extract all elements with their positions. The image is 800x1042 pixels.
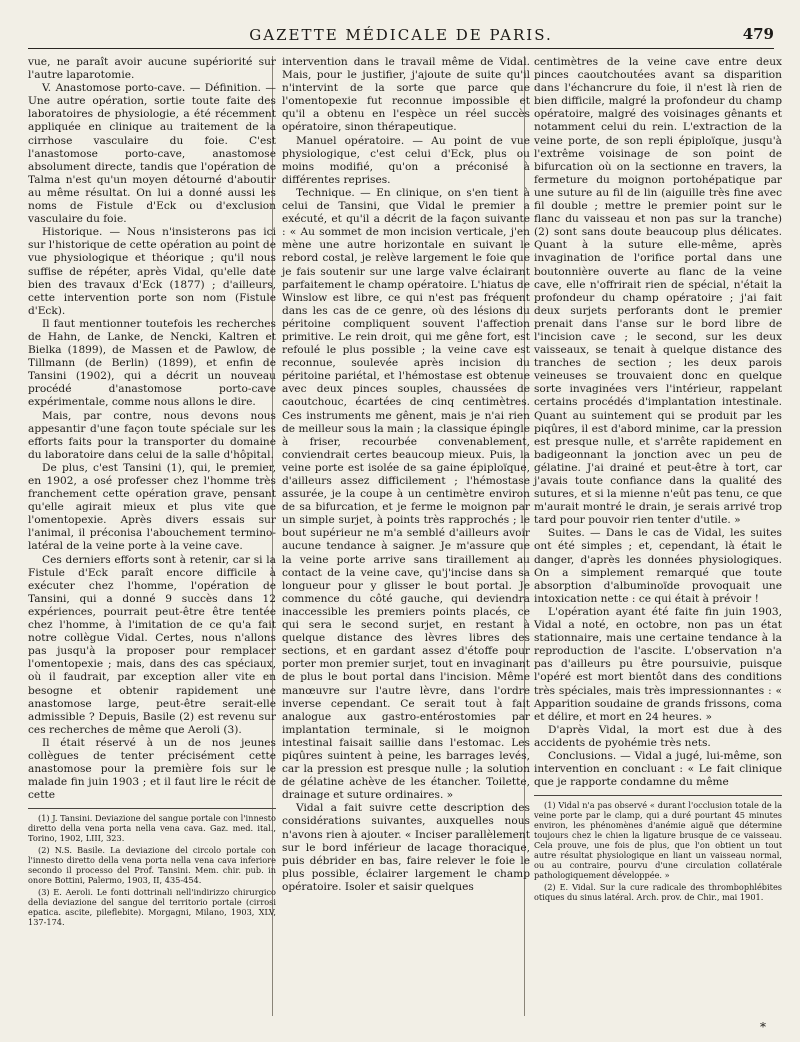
footnote: (2) N.S. Basile. La deviazione del circolo portale con l'innesto diretto della vena porta nella vena cava inferiore secondo il processo del Prof. Tansini. Mem. chir. pub. in onore Bottini, Palermo, 1903, II, 435-454.	[28, 845, 276, 886]
footnote: (3) E. Aeroli. Le fonti dottrinali nell'indirizzo chirurgico della deviazione del sangue del territorio portale (cirrosi epatica. ascite, pileflebite). Morgagni, Milano, 1903, XLV, 137-174.	[28, 887, 276, 928]
paragraph: Technique. — En clinique, on s'en tient à celui de Tansini, que Vidal le premier a exécuté, et qu'il a décrit de la façon suivante : « Au sommet de mon incision verticale, j'en mène une autre horizontale en suivant le rebord costal, je relève largement le foie que je fais soutenir sur une large valve éclairant parfaitement le champ opératoire. L'hiatus de Winslow est libre, ce qui n'est pas fréquent dans les cas de ce genre, où des lésions du péritoine compliquent souvent l'affection primitive. Le rein droit, qui me gêne fort, est refoulé le plus possible ; la veine cave est reconnue, soulevée après incision du péritoine pariétal, et l'hémostase est obtenue avec deux pinces souples, chaussées de caoutchouc, écartées de cinq centimètres. Ces instruments me gênent, mais je n'ai rien de meilleur sous la main ; la classique épingle à friser, recourbée convenablement, conviendrait certes beaucoup mieux. Puis, la veine porte est isolée de sa gaine épiploïque, d'ailleurs assez difficilement ; l'hémostase assurée, je la coupe à un centimètre environ de sa bifurcation, et je ferme le moignon par un simple surjet, à points très rapprochés ; le bout supérieur ne m'a semblé d'ailleurs avoir aucune tendance à saigner. Je m'assure que la veine porte arrive sans tiraillement au contact de la veine cave, qu'j'incise dans sa longueur pour y glisser le bout portal. Je commence du côté gauche, qui deviendra inaccessible les premiers points placés, ce qui sera le second surjet, en restant à quelque distance des lèvres libres des sections, et en gardant assez d'étoffe pour porter mon premier surjet, tout en invaginant de plus le bout portal dans l'incision. Même manœuvre sur l'autre lèvre, dans l'ordre inverse cependant. Ce serait tout à fait analogue aux gastro-entérostomies par implantation terminale, si le moignon intestinal faisait saillie dans l'estomac. Les piqûres suintent à peine, les barrages levés, car la pression est presque nulle ; la solution de gélatine achève de les étancher. Toilette, drainage et suture ordinaires. »	[282, 186, 530, 802]
paragraph: De plus, c'est Tansini (1), qui, le premier, en 1902, a osé professer chez l'homme très franchement cette opération grave, pensant qu'elle agirait mieux et plus vite que l'omentopexie. Après divers essais sur l'animal, il préconisa l'abouchement termino-latéral de la veine porte à la veine cave.	[28, 461, 276, 553]
footnote-rule	[534, 795, 782, 796]
footnote: (1) Vidal n'a pas observé « durant l'occlusion totale de la veine porte par le clamp, qui a duré pourtant 45 minutes environ, les phénomènes d'anémie aiguë que détermine toujours chez le chien la ligature brusque de ce vaisseau. Cela prouve, une fois de plus, que l'on obtient un tout autre résultat physiologique en liant un vaisseau normal, ou au contraire, pourvu d'une circulation collatérale pathologiquement développée. »	[534, 800, 782, 881]
footnotes	[534, 800, 782, 902]
paragraph: Mais, par contre, nous devons nous appesantir d'une façon toute spéciale sur les efforts faits pour la transporter du domaine du laboratoire dans celui de la salle d'hôpital.	[28, 409, 276, 461]
footnote-rule	[28, 808, 276, 809]
paragraph: L'opération ayant été faite fin juin 1903, Vidal a noté, en octobre, non pas un état stationnaire, mais une certaine tendance à la reproduction de l'ascite. L'observation n'a pas d'ailleurs pu être poursuivie, puisque l'opéré est mort bientôt dans des conditions très spéciales, mais très impressionnantes : « Apparition soudaine de grands frissons, coma et délire, et mort en 24 heures. »	[534, 605, 782, 723]
paragraph: Suites. — Dans le cas de Vidal, les suites ont été simples ; et, cependant, là était le danger, d'après les données physiologiques. On a simplement remarqué que toute absorption d'albuminoïde provoquait une intoxication nette : ce qui était à prévoir !	[534, 527, 782, 605]
paragraph: Manuel opératoire. — Au point de vue physiologique, c'est celui d'Eck, plus ou moins modifié, qu'on a préconisé à différentes reprises.	[282, 134, 530, 186]
paragraph: Il faut mentionner toutefois les recherches de Hahn, de Lanke, de Nencki, Kaltren et Bielka (1899), de Massen et de Pawlow, de Tillmann (de Berlin) (1899), et enfin de Tansini (1902), qui a décrit un nouveau procédé d'anastomose porto-cave expérimentale, comme nous allons le dire.	[28, 317, 276, 409]
paragraph: Historique. — Nous n'insisterons pas ici sur l'historique de cette opération au point de vue physiologique et théorique ; qu'il nous suffise de répéter, après Vidal, qu'elle date bien des travaux d'Eck (1877) ; d'ailleurs, cette intervention porte son nom (Fistule d'Eck).	[28, 226, 276, 317]
paragraph: Ces derniers efforts sont à retenir, car si la Fistule d'Eck paraît encore difficile à exécuter chez l'homme, l'opération de Tansini, qui a donné 9 succès dans 12 expériences, pourrait peut-être être tentée chez l'homme, à l'imitation de ce qu'a fait notre collègue Vidal. Certes, nous n'allons pas jusqu'à la proposer pour remplacer l'omentopexie ; mais, dans des cas spéciaux, où il faudrait, par exception aller vite en besogne et obtenir rapidement une anastomose large, peut-être serait-elle admissible ? Depuis, Basile (2) est revenu sur ces recherches de même que Aeroli (3).	[28, 553, 276, 736]
journal-title: GAZETTE MÉDICALE DE PARIS.	[249, 26, 553, 44]
footnotes	[28, 813, 276, 927]
page-number: 479	[742, 25, 774, 43]
paragraph: Vidal a fait suivre cette description des considérations suivantes, auxquelles nous n'avons rien à ajouter. « Inciser parallèlement sur le bord inférieur de lacage thoracique, puis débrider en bas, faire relever le foie le plus possible, éclairer largement le champ opératoire. Isoler et saisir quelques	[282, 802, 530, 893]
column-middle	[282, 56, 530, 894]
paragraph: vue, ne paraît avoir aucune supériorité sur l'autre laparotomie.	[28, 56, 276, 82]
column-left	[28, 56, 276, 929]
signature-mark: *	[760, 1020, 766, 1034]
paragraph: intervention dans le travail même de Vidal. Mais, pour le justifier, j'ajoute de suite qu'il n'intervint de la sorte que parce que l'omentopexie fut reconnue impossible et qu'il a obtenu en l'espèce un réel succès opératoire, sinon thérapeutique.	[282, 56, 530, 134]
column-right	[534, 56, 782, 904]
footnote: (1) J. Tansini. Deviazione del sangue portale con l'innesto diretto della vena porta nella vena cava. Gaz. med. ital., Torino, 1902, LIII, 323.	[28, 813, 276, 844]
paragraph: centimètres de la veine cave entre deux pinces caoutchoutées avant sa disparition dans l'échancrure du foie, il n'est là rien de bien difficile, malgré la profondeur du champ opératoire, malgré des voisinages gênants et notamment celui du rein. L'extraction de la veine porte, de son repli épiploïque, jusqu'à l'extrême voisinage de son point de bifurcation où on la sectionne en travers, la fermeture du moignon portohépatique par une suture au fil de lin (aiguille très fine avec fil double ; mettre le premier point sur le flanc du vaisseau et non pas sur la tranche) (2) sont sans doute beaucoup plus délicates. Quant à la suture elle-même, après invagination de l'orifice portal dans une boutonnière ouverte au flanc de la veine cave, elle n'offrirait rien de spécial, n'était la profondeur du champ opératoire ; j'ai fait deux surjets perforants dont le premier prenait dans l'anse sur le bord libre de l'incision cave ; le second, sur les deux vaisseaux, se tenait à quelque distance des tranches de section ; les deux parois veineuses se trouvaient donc en quelque sorte invaginées vers l'intérieur, rappelant certains procédés d'implantation intestinale. Quant au suintement qui se produit par les piqûres, il est d'abord minime, car la pression est presque nulle, et s'arrête rapidement en badigeonnant la jonction avec un peu de gélatine. J'ai drainé et peut-être à tort, car j'avais toute confiance dans la qualité des sutures, et si la mienne n'eût pas tenu, ce que m'aurait montré le drain, je serais arrivé trop tard pour pouvoir rien tenter d'utile. »	[534, 56, 782, 527]
footnote: (2) E. Vidal. Sur la cure radicale des thrombophlébites otiques du sinus latéral. Arch. prov. de Chir., mai 1901.	[534, 882, 782, 903]
paragraph: Il était réservé à un de nos jeunes collègues de tenter précisément cette anastomose pour la première fois sur le malade fin juin 1903 ; et il faut lire le récit de cette	[28, 736, 276, 802]
paragraph: D'après Vidal, la mort est due à des accidents de pyohémie très nets.	[534, 723, 782, 749]
paragraph: Conclusions. — Vidal a jugé, lui-même, son intervention en concluant : « Le fait clinique que je rapporte condamne du même	[534, 749, 782, 789]
running-header	[28, 22, 774, 49]
paragraph: V. Anastomose porto-cave. — Définition. — Une autre opération, sortie toute faite des laboratoires de physiologie, a été récemment appliquée en clinique au traitement de la cirrhose vasculaire du foie. C'est l'anastomose porto-cave, anastomose absolument directe, tandis que l'opération de Talma n'est qu'un moyen détourné d'aboutir au même résultat. On lui a donné aussi les noms de Fistule d'Eck ou d'exclusion vasculaire du foie.	[28, 82, 276, 226]
